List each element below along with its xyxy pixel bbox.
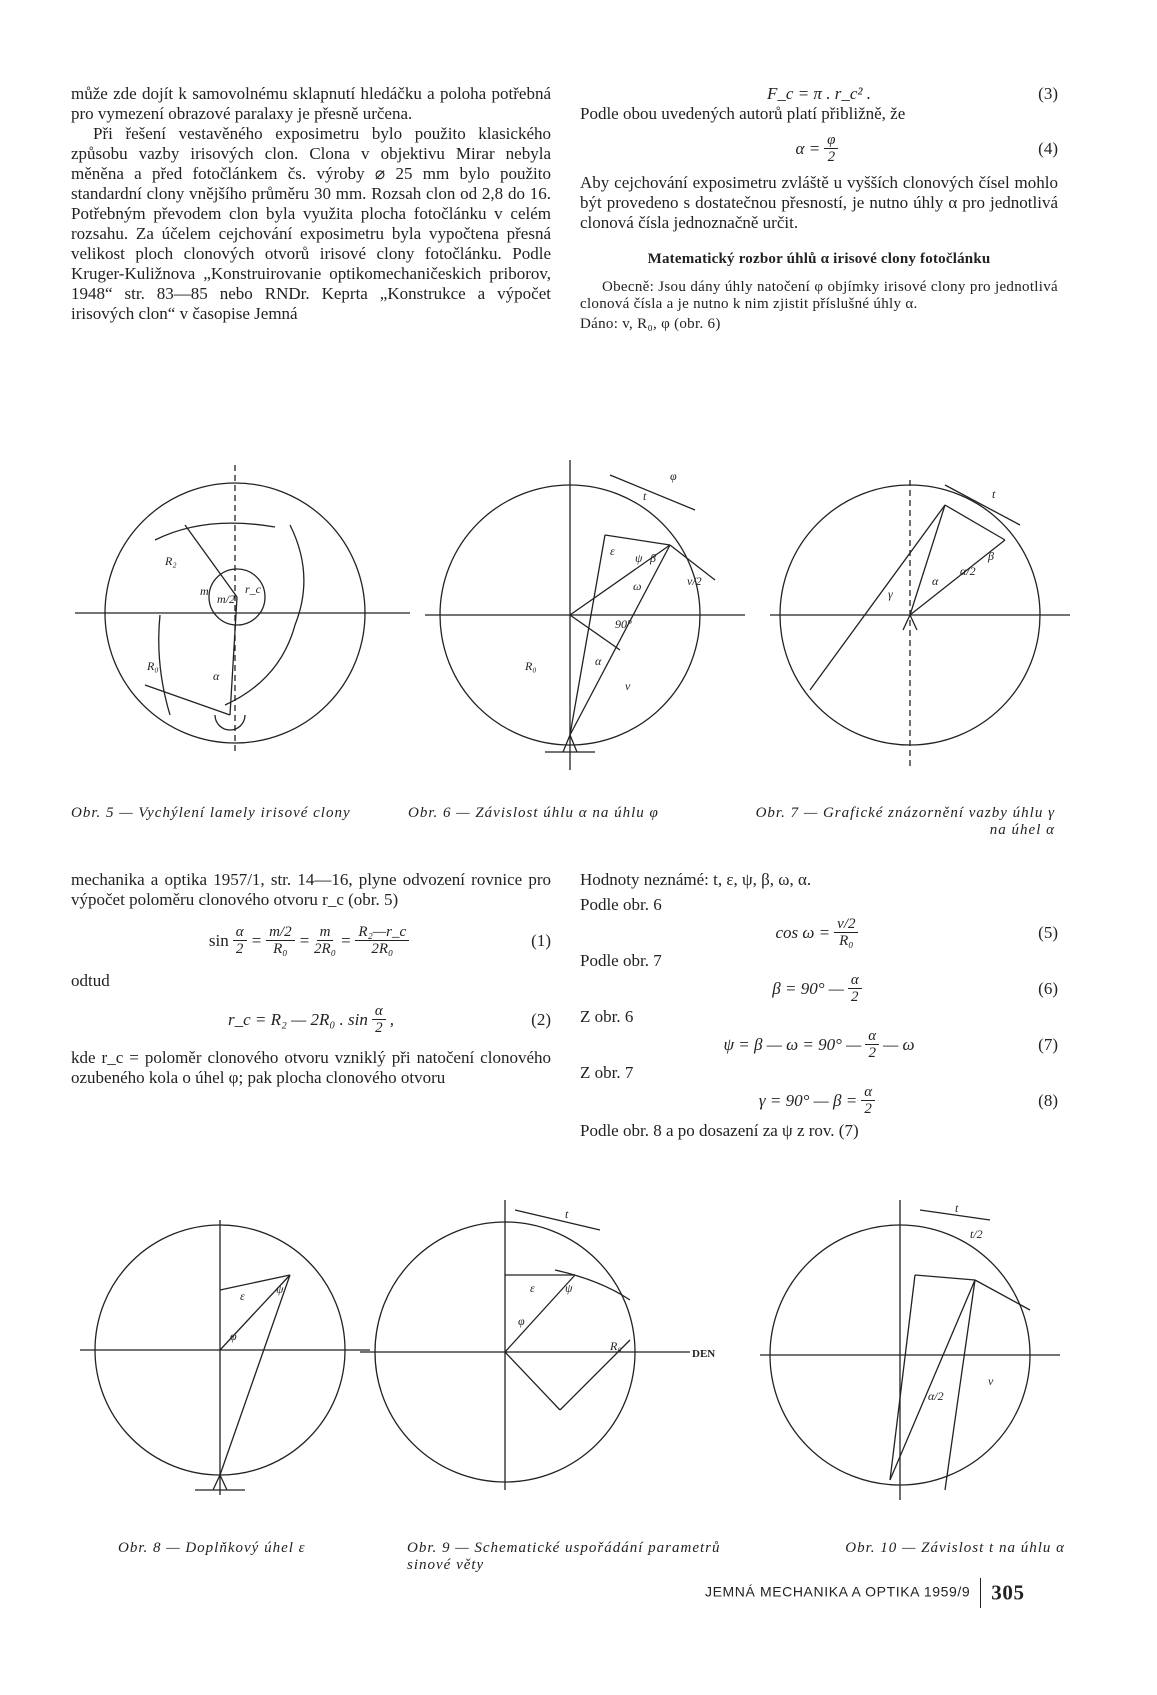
equation-5: cos ω = $\frac{v/2}{\text{R₀}}$ (5) bbox=[775, 916, 1058, 949]
label-v-half: v/2 bbox=[687, 574, 702, 588]
figure-10 bbox=[760, 1200, 1060, 1500]
caption-fig-10: Obr. 10 — Závislost t na úhlu α bbox=[845, 1540, 1065, 1556]
page-number: 305 bbox=[991, 1580, 1025, 1605]
journal-name: JEMNÁ MECHANIKA A OPTIKA 1959/9 bbox=[705, 1583, 971, 1600]
caption-fig-9: Obr. 9 — Schematické uspořádání parametrů sinové věty bbox=[407, 1540, 721, 1573]
label-t: t bbox=[565, 1207, 569, 1221]
label-omega: ω bbox=[633, 579, 642, 593]
equation-2: r_c = R₂ — 2R₀ . sin $\frac{\alpha}{2}$ , (2) bbox=[227, 1003, 551, 1036]
paragraph: Podle obr. 7 bbox=[580, 951, 662, 970]
equation-6: β = 90° — $\frac{\alpha}{2}$ (6) bbox=[772, 972, 1058, 1005]
label-alpha: α bbox=[932, 574, 939, 588]
label-psi: ψ bbox=[635, 551, 643, 565]
label-den: DEN bbox=[692, 1348, 716, 1360]
figure-6 bbox=[425, 460, 745, 770]
label-phi: φ bbox=[670, 469, 677, 483]
text-column-top-right bbox=[580, 84, 1058, 333]
label-t: t bbox=[992, 487, 996, 501]
paragraph: odtud bbox=[71, 971, 110, 990]
paragraph: Dáno: v, R₀, φ (obr. 6) bbox=[580, 316, 721, 332]
label-m: m bbox=[200, 584, 209, 598]
equation-1: sin $\frac{\alpha}{2}$ = $\frac{m/2}{\text{R₀}}$ = $\frac{m}{\text{2R₀}}$ = $\frac{\text{R₂—r\_c}}{\text{2R₀}}$ (1) bbox=[208, 924, 551, 957]
page-footer bbox=[705, 1578, 1025, 1608]
paragraph: Obecně: Jsou dány úhly natočení φ objímky irisové clony pro jednotlivá clonová čísla a je nutno k nim zjistit příslušné úhly α. bbox=[580, 279, 1058, 312]
paragraph: Z obr. 7 bbox=[580, 1063, 634, 1082]
label-rc: r_c bbox=[245, 582, 261, 596]
label-t: t bbox=[955, 1201, 959, 1215]
label-v: v bbox=[988, 1374, 994, 1388]
label-R0: R₀ bbox=[525, 659, 537, 673]
equation-3: F_c = π . r_c² . (3) bbox=[767, 84, 1058, 103]
label-R2: R₂ bbox=[165, 554, 177, 568]
text-column-top-left bbox=[71, 84, 551, 324]
figure-9 bbox=[360, 1200, 716, 1490]
label-epsilon: ε bbox=[610, 544, 615, 558]
label-alpha: α bbox=[595, 654, 602, 668]
equation-7: ψ = β — ω = 90° — $\frac{\alpha}{2}$ — ω (7) bbox=[723, 1028, 1058, 1061]
figure-8 bbox=[80, 1205, 370, 1495]
label-beta: β bbox=[988, 549, 994, 563]
paragraph: kde r_c = poloměr clonového otvoru vzniklý při natočení clonového ozubeného kola o úhel φ; pak plocha clonového otvoru bbox=[71, 1048, 551, 1087]
label-psi: ψ bbox=[565, 1281, 573, 1295]
label-beta: β bbox=[650, 551, 656, 565]
label-phi: φ bbox=[230, 1329, 237, 1343]
text-column-mid-right bbox=[580, 870, 1058, 1140]
label-epsilon: ε bbox=[530, 1281, 535, 1295]
label-gamma: γ bbox=[888, 587, 893, 601]
section-heading: Matematický rozbor úhlů α irisové clony fotočlánku bbox=[647, 251, 991, 267]
label-alpha: α bbox=[213, 669, 220, 683]
label-psi: ψ bbox=[276, 1282, 284, 1296]
label-m-half: m/2 bbox=[217, 592, 235, 606]
paragraph: může zde dojít k samovolnému sklapnutí hledáčku a poloha potřebná pro vymezení obrazové paralaxy je přesně určena. bbox=[71, 84, 551, 123]
label-R0: R₀ bbox=[610, 1339, 622, 1353]
figure-7 bbox=[770, 480, 1070, 770]
paragraph: Z obr. 6 bbox=[580, 1007, 634, 1026]
label-v: v bbox=[625, 679, 631, 693]
paragraph: Podle obr. 6 bbox=[580, 895, 662, 914]
paragraph: Aby cejchování exposimetru zvláště u vyšších clonových čísel mohlo být provedeno s dostatečnou přesností, je nutno úhly α pro jednotlivá clonová čísla jednoznačně určit. bbox=[580, 173, 1058, 232]
equation-8: γ = 90° — β = $\frac{\alpha}{2}$ (8) bbox=[758, 1084, 1058, 1117]
label-alpha-half: α/2 bbox=[960, 564, 976, 578]
text-column-mid-left bbox=[71, 870, 551, 1088]
paragraph: Podle obou uvedených autorů platí přibližně, že bbox=[580, 104, 906, 123]
label-phi: φ bbox=[518, 1314, 525, 1328]
equation-4: α = $\frac{\varphi}{2}$ (4) bbox=[795, 132, 1058, 165]
caption-fig-5: Obr. 5 — Vychýlení lamely irisové clony bbox=[71, 805, 351, 821]
paragraph: Při řešení vestavěného exposimetru bylo použito klasického způsobu vazby irisových clon. Clona v objektivu Mirar nebyla měněna a před fotočlánkem čs. výroby ⌀ 25 mm bylo použito standardní clony vnějšího průměru 30 mm. Rozsah clon od 2,8 do 16. Potřebným převodem clon byla využita plocha fotočlánku v celém rozsahu. Za účelem cejchování exposimetru byla vypočtena přesná velikost ploch clonových otvorů irisové clony fotočlánku. Podle Kruger-Kuližnova „Konstruirovanie optikomechaničeskich priborov, 1948“ str. 83—85 nebo RNDr. Keprta „Konstrukce a výpočet irisových clon“ v časopise Jemná bbox=[71, 124, 551, 323]
paragraph: Hodnoty neznámé: t, ε, ψ, β, ω, α. bbox=[580, 870, 812, 889]
label-R0: R₀ bbox=[147, 659, 159, 673]
label-epsilon: ε bbox=[240, 1289, 245, 1303]
caption-fig-8: Obr. 8 — Doplňkový úhel ε bbox=[118, 1540, 306, 1556]
label-t: t bbox=[643, 489, 647, 503]
label-t-half: t/2 bbox=[970, 1227, 983, 1241]
paragraph: mechanika a optika 1957/1, str. 14—16, plyne odvození rovnice pro výpočet poloměru clonového otvoru r_c (obr. 5) bbox=[71, 870, 551, 909]
paragraph: Podle obr. 8 a po dosazení za ψ z rov. (7) bbox=[580, 1121, 859, 1140]
caption-fig-7: Obr. 7 — Grafické znázornění vazby úhlu γ na úhel α bbox=[755, 805, 1055, 838]
caption-fig-6: Obr. 6 — Závislost úhlu α na úhlu φ bbox=[408, 805, 659, 821]
figure-5 bbox=[75, 465, 410, 755]
label-90: 90° bbox=[615, 617, 632, 631]
label-alpha-half: α/2 bbox=[928, 1389, 944, 1403]
divider bbox=[980, 1578, 981, 1608]
